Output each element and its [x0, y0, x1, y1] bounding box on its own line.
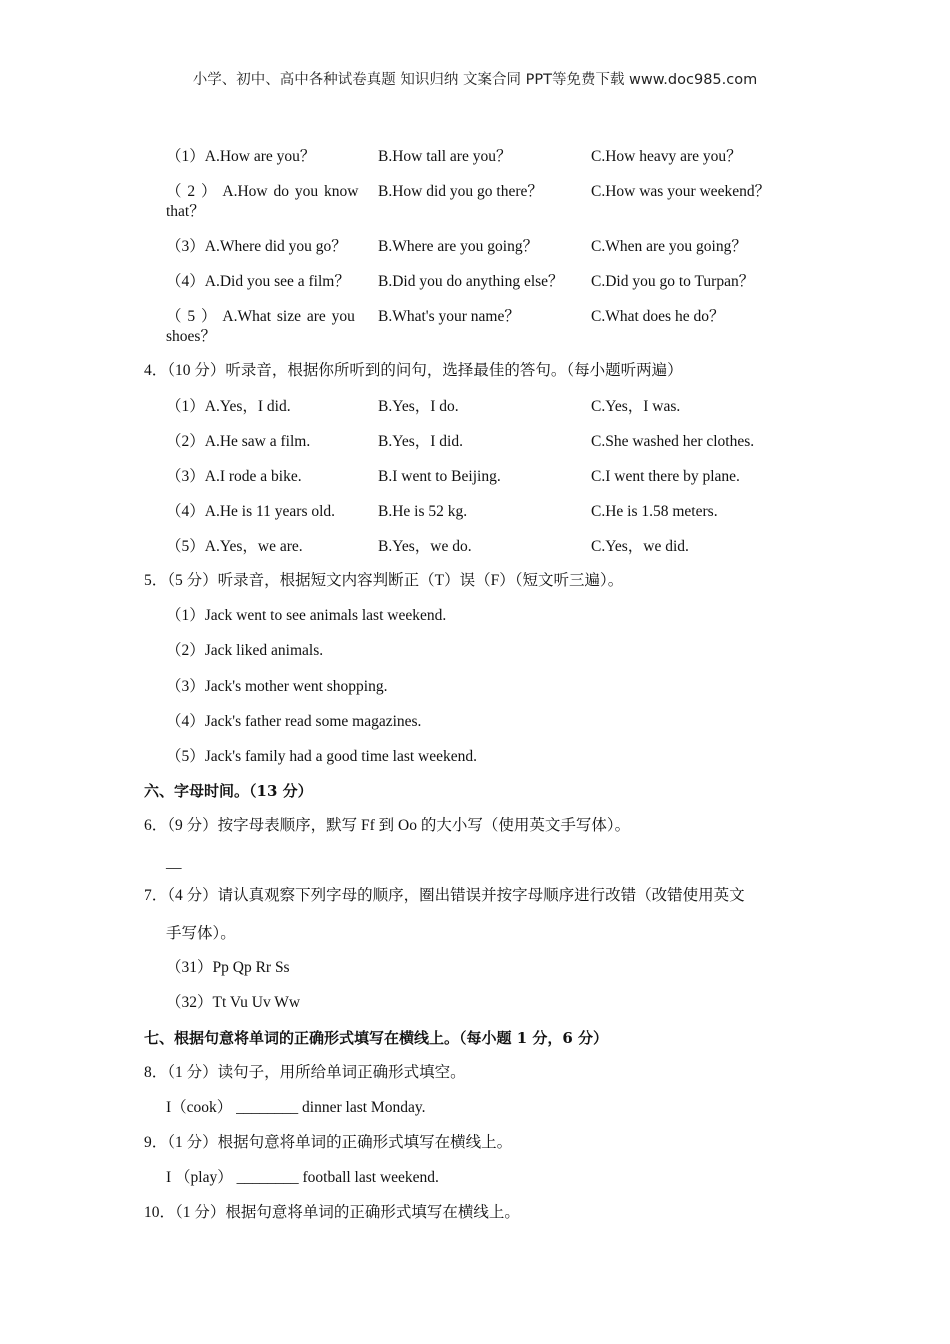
q7-item-31: （31）Pp Qp Rr Ss [166, 959, 290, 976]
q6-answer-blank: __ [166, 854, 182, 871]
q4-5-option-c: C.Yes，we did. [591, 538, 689, 555]
q7-item-32: （32）Tt Vu Uv Ww [166, 994, 301, 1011]
q4-5-option-b: B.Yes，we do. [378, 538, 472, 555]
q4-title: 4．（10 分）听录音，根据你所听到的问句，选择最佳的答句。（每小题听两遍） [144, 362, 683, 379]
q10-title: 10．（1 分）根据句意将单词的正确形式填写在横线上。 [144, 1204, 520, 1221]
q4-4-option-b: B.He is 52 kg. [378, 503, 468, 520]
q3-2-option-b: B.How did you go there？ [378, 183, 543, 200]
q4-2-option-c: C.She washed her clothes. [591, 433, 755, 450]
q4-4-option-a: （4）A.He is 11 years old. [166, 503, 336, 520]
q5-item-3: （3）Jack's mother went shopping. [166, 678, 388, 695]
q3-5-option-a: （ 5 ） A.What size are you shoes？ [166, 308, 355, 345]
q8-title: 8．（1 分）读句子，用所给单词正确形式填空。 [144, 1064, 466, 1081]
q8-sentence: I（cook） ________ dinner last Monday. [166, 1099, 426, 1116]
q7-title-line2: 手写体）。 [166, 925, 236, 942]
q5-item-4: （4）Jack's father read some magazines. [166, 713, 422, 730]
q5-item-5: （5）Jack's family had a good time last weekend. [166, 748, 477, 765]
section-7-title: 七、根据句意将单词的正确形式填写在横线上。（每小题 1 分，6 分） [144, 1029, 609, 1047]
q3-2-option-a: （ 2 ） A.How do you know that？ [166, 183, 359, 220]
q9-sentence: I （play） ________ football last weekend. [166, 1169, 439, 1186]
q3-1-option-b: B.How tall are you？ [378, 148, 512, 165]
q3-3-option-b: B.Where are you going？ [378, 238, 539, 255]
q5-item-2: （2）Jack liked animals. [166, 642, 324, 659]
q3-1-option-a: （1）A.How are you？ [166, 148, 316, 165]
q4-1-option-a: （1）A.Yes，I did. [166, 398, 291, 415]
q4-4-option-c: C.He is 1.58 meters. [591, 503, 718, 520]
q5-title: 5．（5 分）听录音，根据短文内容判断正（T）误（F）（短文听三遍）。 [144, 572, 624, 589]
q9-title: 9．（1 分）根据句意将单词的正确形式填写在横线上。 [144, 1134, 513, 1151]
page-header: 小学、初中、高中各种试卷真题 知识归纳 文案合同 PPT等免费下载 www.doc985.com [192, 72, 758, 88]
section-6-title: 六、字母时间。（13 分） [144, 782, 313, 800]
q4-3-option-a: （3）A.I rode a bike. [166, 468, 302, 485]
q3-2-option-c: C.How was your weekend？ [591, 183, 771, 200]
q4-3-option-c: C.I went there by plane. [591, 468, 740, 485]
q3-5-option-b: B.What's your name？ [378, 308, 520, 325]
q5-item-1: （1）Jack went to see animals last weekend. [166, 607, 447, 624]
q3-4-option-b: B.Did you do anything else？ [378, 273, 564, 290]
q3-4-option-c: C.Did you go to Turpan？ [591, 273, 755, 290]
q4-2-option-a: （2）A.He saw a film. [166, 433, 311, 450]
q4-1-option-c: C.Yes，I was. [591, 398, 681, 415]
q3-5-option-c: C.What does he do？ [591, 308, 725, 325]
q3-1-option-c: C.How heavy are you？ [591, 148, 742, 165]
q4-1-option-b: B.Yes，I do. [378, 398, 459, 415]
q4-3-option-b: B.I went to Beijing. [378, 468, 501, 485]
q3-4-option-a: （4）A.Did you see a film？ [166, 273, 350, 290]
q7-title-line1: 7．（4 分）请认真观察下列字母的顺序，圈出错误并按字母顺序进行改错（改错使用英文 [144, 887, 745, 904]
q6-title: 6．（9 分）按字母表顺序，默写 Ff 到 Oo 的大小写（使用英文手写体）。 [144, 817, 631, 834]
q4-2-option-b: B.Yes，I did. [378, 433, 463, 450]
q4-5-option-a: （5）A.Yes，we are. [166, 538, 303, 555]
q3-3-option-c: C.When are you going？ [591, 238, 747, 255]
q3-3-option-a: （3）A.Where did you go？ [166, 238, 347, 255]
